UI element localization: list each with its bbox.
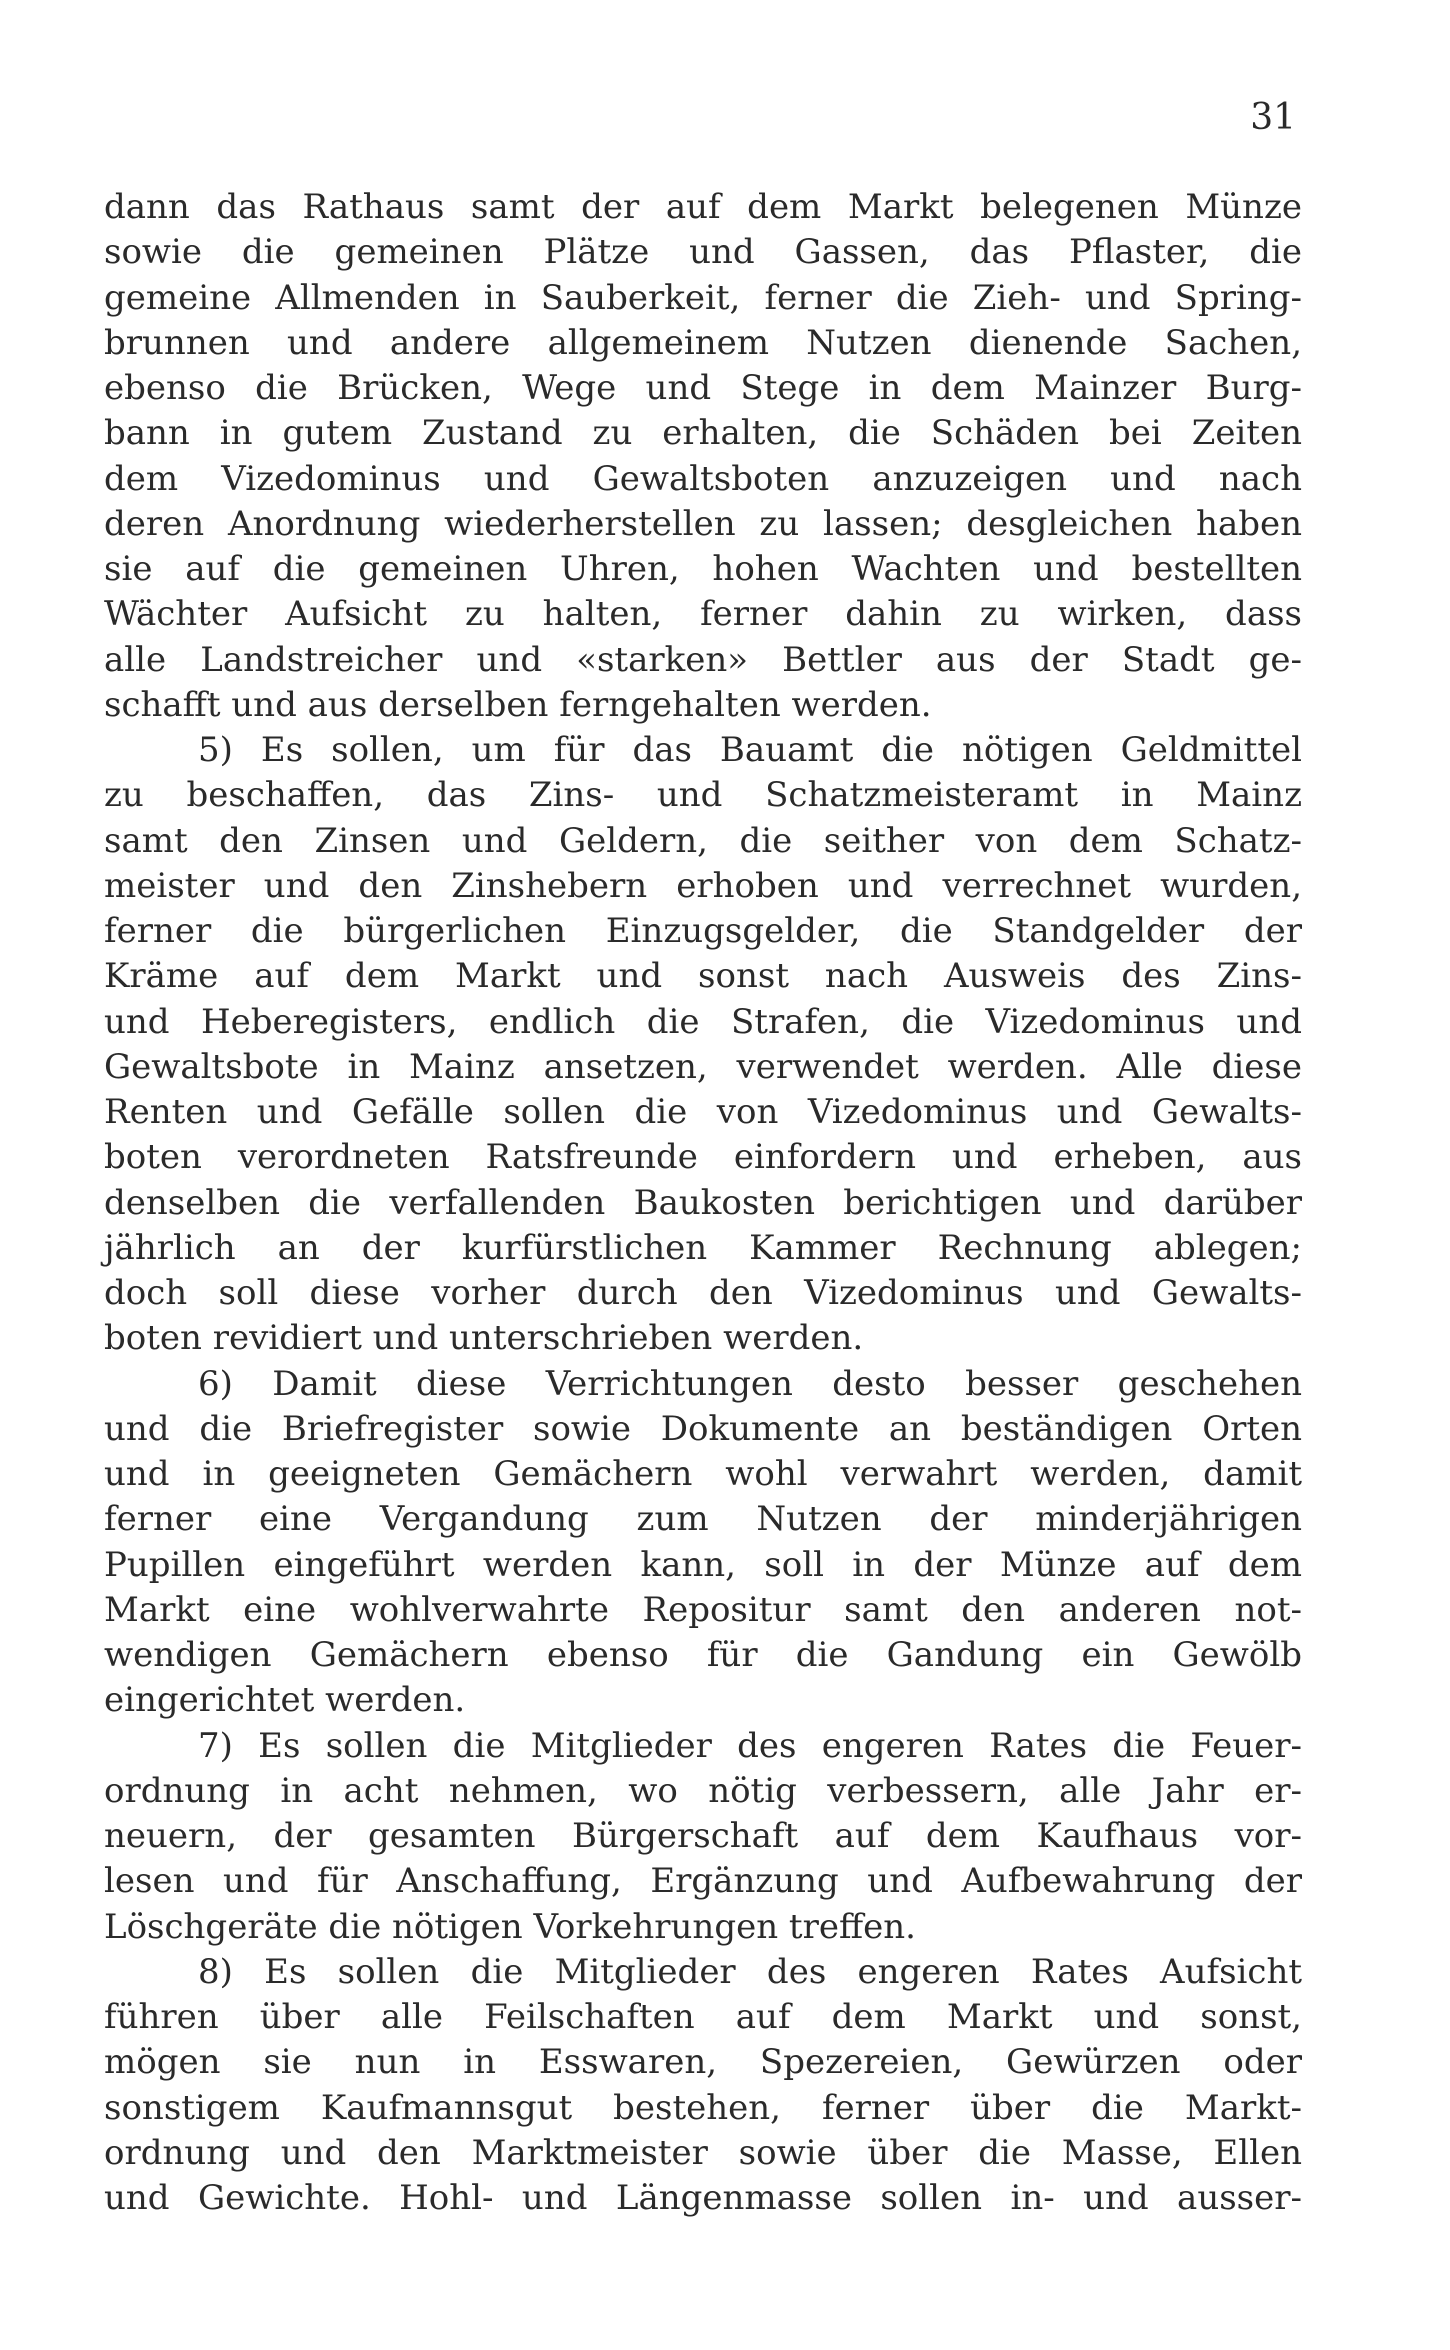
paragraph-start-line: 5) Es sollen, um für das Bauamt die nötigen Geldmittel [198, 730, 1302, 770]
text-line: Gewaltsbote in Mainz ansetzen, verwendet werden. Alle diese [104, 1046, 1302, 1087]
paragraph-start-line: 6) Damit diese Verrichtungen desto besser geschehen [198, 1363, 1302, 1404]
text-line: doch soll diese vorher durch den Vizedominus und Gewalts- [104, 1273, 1302, 1313]
body-text [104, 185, 1302, 2221]
text-line: gemeine Allmenden in Sauberkeit, ferner die Zieh- und Spring- [104, 277, 1302, 318]
text-line: ferner eine Vergandung zum Nutzen der minderjährigen [104, 1499, 1302, 1540]
text-line: und Gewichte. Hohl- und Längenmasse sollen in- und ausser- [104, 2178, 1302, 2218]
text-line: mögen sie nun in Esswaren, Spezereien, Gewürzen oder [104, 2042, 1302, 2083]
text-line: Pupillen eingeführt werden kann, soll in der Münze auf dem [104, 1544, 1302, 1585]
paragraph-start-line: 7) Es sollen die Mitglieder des engeren Rates die Feuer- [198, 1725, 1302, 1766]
text-line: lesen und für Anschaffung, Ergänzung und Aufbewahrung der [104, 1861, 1302, 1902]
text-line: boten verordneten Ratsfreunde einfordern und erheben, aus [104, 1137, 1302, 1178]
text-line: sie auf die gemeinen Uhren, hohen Wachten und bestellten [104, 549, 1302, 589]
paragraph-start-line: 8) Es sollen die Mitglieder des engeren Rates Aufsicht [198, 1951, 1302, 1992]
text-line: bann in gutem Zustand zu erhalten, die Schäden bei Zeiten [104, 413, 1302, 454]
page-number: 31 [1250, 97, 1296, 138]
text-line: meister und den Zinshebern erhoben und verrechnet wurden, [104, 865, 1302, 906]
text-line: deren Anordnung wiederherstellen zu lassen; desgleichen haben [104, 503, 1302, 544]
text-line: ordnung in acht nehmen, wo nötig verbessern, alle Jahr er- [104, 1770, 1302, 1811]
text-line: Markt eine wohlverwahrte Repositur samt den anderen not- [104, 1589, 1302, 1630]
text-line: führen über alle Feilschaften auf dem Markt und sonst, [104, 1997, 1302, 2037]
text-line: sowie die gemeinen Plätze und Gassen, das Pflaster, die [104, 232, 1302, 273]
text-line: eingerichtet werden. [104, 1680, 466, 1721]
text-line: zu beschaffen, das Zins- und Schatzmeisteramt in Mainz [104, 775, 1302, 816]
text-line: sonstigem Kaufmannsgut bestehen, ferner über die Markt- [104, 2087, 1302, 2128]
text-line: wendigen Gemächern ebenso für die Gandung ein Gewölb [104, 1635, 1302, 1675]
text-line: und die Briefregister sowie Dokumente an beständigen Orten [104, 1408, 1302, 1449]
text-line: Renten und Gefälle sollen die von Vizedominus und Gewalts- [104, 1092, 1302, 1132]
text-line: dann das Rathaus samt der auf dem Markt belegenen Münze [104, 187, 1302, 227]
text-line: schafft und aus derselben ferngehalten werden. [104, 684, 932, 725]
text-line: denselben die verfallenden Baukosten berichtigen und darüber [104, 1182, 1302, 1223]
text-line: dem Vizedominus und Gewaltsboten anzuzeigen und nach [104, 458, 1302, 499]
text-line: neuern, der gesamten Bürgerschaft auf dem Kaufhaus vor- [104, 1816, 1302, 1856]
text-line: Kräme auf dem Markt und sonst nach Ausweis des Zins- [104, 956, 1302, 997]
text-line: ordnung und den Marktmeister sowie über die Masse, Ellen [104, 2132, 1302, 2173]
text-line: ferner die bürgerlichen Einzugsgelder, die Standgelder der [104, 911, 1302, 951]
text-line: boten revidiert und unterschrieben werden. [104, 1318, 864, 1359]
text-line: brunnen und andere allgemeinem Nutzen dienende Sachen, [104, 322, 1302, 363]
text-line: jährlich an der kurfürstlichen Kammer Rechnung ablegen; [104, 1227, 1302, 1268]
text-line: Löschgeräte die nötigen Vorkehrungen treffen. [104, 1906, 916, 1947]
text-line: samt den Zinsen und Geldern, die seither von dem Schatz- [104, 820, 1302, 861]
text-line: und Heberegisters, endlich die Strafen, die Vizedominus und [104, 1001, 1302, 1042]
text-line: und in geeigneten Gemächern wohl verwahrt werden, damit [104, 1454, 1302, 1494]
text-line: Wächter Aufsicht zu halten, ferner dahin zu wirken, dass [104, 594, 1302, 635]
text-line: alle Landstreicher und «starken» Bettler aus der Stadt ge- [104, 639, 1302, 680]
text-line: ebenso die Brücken, Wege und Stege in dem Mainzer Burg- [104, 368, 1302, 408]
